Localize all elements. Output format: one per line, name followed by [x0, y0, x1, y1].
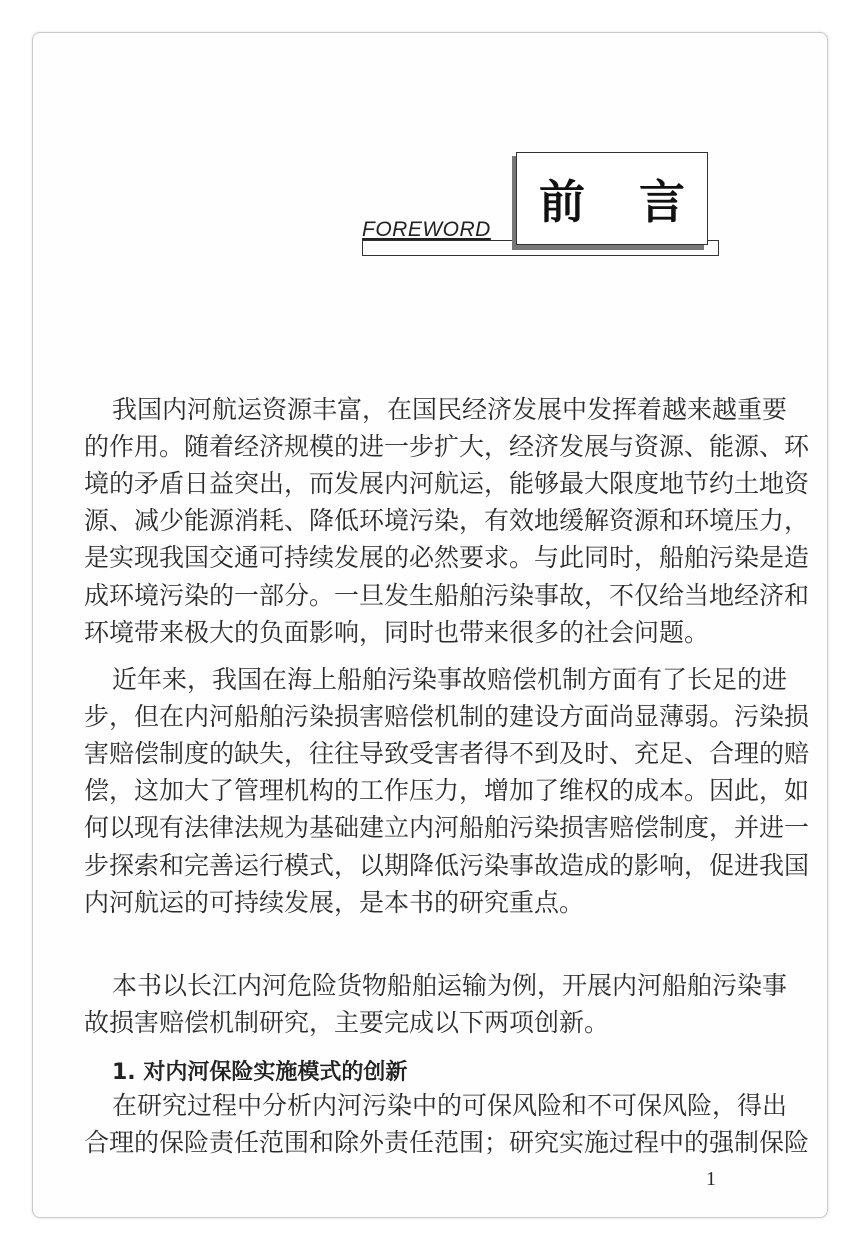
text-line: 何以现有法律法规为基础建立内河船舶污染损害赔偿制度，并进一 [84, 813, 810, 842]
text-line: 我国内河航运资源丰富，在国民经济发展中发挥着越来越重要 [112, 395, 788, 424]
text-line: 环境带来极大的负面影响，同时也带来很多的社会问题。 [84, 618, 710, 647]
text-line: 成环境污染的一部分。一旦发生船舶污染事故，不仅给当地经济和 [84, 581, 810, 610]
text-line: 在研究过程中分析内河污染中的可保风险和不可保风险，得出 [112, 1091, 788, 1120]
page-number: 1 [706, 1168, 716, 1190]
text-line: 合理的保险责任范围和除外责任范围；研究实施过程中的强制保险 [84, 1128, 810, 1157]
text-line: 害赔偿制度的缺失，往往导致受害者得不到及时、充足、合理的赔 [84, 739, 810, 768]
text-line: 故损害赔偿机制研究，主要完成以下两项创新。 [84, 1008, 610, 1037]
text-line: 是实现我国交通可持续发展的必然要求。与此同时，船舶污染是造 [84, 543, 810, 572]
text-line: 源、减少能源消耗、降低环境污染，有效地缓解资源和环境压力， [84, 506, 810, 535]
section-heading: 1. 对内河保险实施模式的创新 [112, 1060, 408, 1085]
text-line: 境的矛盾日益突出，而发展内河航运，能够最大限度地节约土地资 [84, 469, 810, 498]
text-line: 本书以长江内河危险货物船舶运输为例，开展内河船舶污染事 [112, 971, 788, 1000]
text-line: 内河航运的可持续发展，是本书的研究重点。 [84, 888, 585, 917]
text-line: 近年来，我国在海上船舶污染事故赔偿机制方面有了长足的进 [112, 665, 788, 694]
page-title: 前言 [539, 174, 739, 229]
text-line: 的作用。随着经济规模的进一步扩大，经济发展与资源、能源、环 [84, 432, 810, 461]
text-line: 步，但在内河船舶污染损害赔偿机制的建设方面尚显薄弱。污染损 [84, 702, 810, 731]
title-box [516, 152, 739, 245]
text-line: 偿，这加大了管理机构的工作压力，增加了维权的成本。因此，如 [84, 776, 810, 805]
text-line: 步探索和完善运行模式，以期降低污染事故造成的影响，促进我国 [84, 851, 810, 880]
foreword-label: FOREWORD [362, 218, 491, 241]
